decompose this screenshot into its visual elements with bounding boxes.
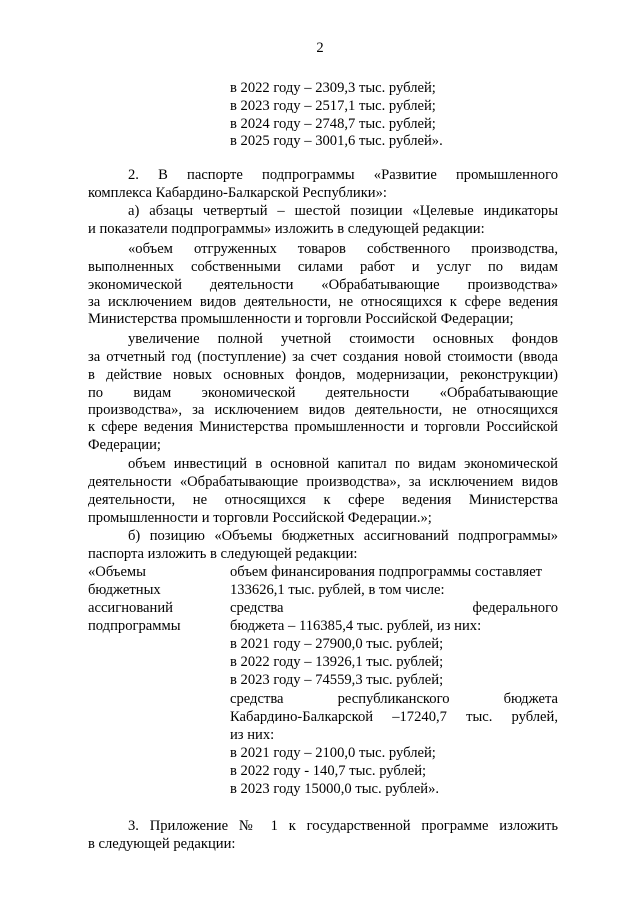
passport-left-cell-line: подпрограммы: [88, 618, 181, 634]
indicator-paragraph-line: производства», за исключением видов деятельности, не относящихся: [88, 402, 558, 418]
passport-right-cell-line: средства республиканского бюджета: [230, 691, 558, 707]
passport-right-cell-line: Кабардино-Балкарской –17240,7 тыс. рублей,: [230, 709, 558, 725]
indicator-paragraph-line: выполненных собственными силами работ и услуг по видам: [88, 259, 558, 275]
indicator-paragraph-line: промышленности и торговли Российской Федерации.»;: [88, 510, 432, 526]
indicator-paragraph-line: увеличение полной учетной стоимости основных фондов: [128, 331, 558, 347]
item-a-line: а) абзацы четвертый – шестой позиции «Целевые индикаторы: [128, 203, 558, 219]
years-list-item: в 2025 году – 3001,6 тыс. рублей».: [230, 133, 443, 149]
indicator-paragraph-line: в действие новых основных фондов, модернизации, реконструкции): [88, 367, 558, 383]
passport-right-cell-line: объем финансирования подпрограммы составляет: [230, 564, 543, 580]
indicator-paragraph-line: «объем отгруженных товаров собственного производства,: [128, 241, 558, 257]
passport-right-cell-line: в 2021 году – 27900,0 тыс. рублей;: [230, 636, 444, 652]
passport-right-cell-line: в 2023 году 15000,0 тыс. рублей».: [230, 781, 440, 797]
section2-heading-line: комплекса Кабардино-Балкарской Республики»:: [88, 185, 387, 201]
years-list-item: в 2023 году – 2517,1 тыс. рублей;: [230, 98, 436, 114]
passport-right-cell-line: в 2021 году – 2100,0 тыс. рублей;: [230, 745, 436, 761]
page-number: 2: [316, 40, 324, 56]
indicator-paragraph-line: за отчетный год (поступление) за счет создания новой стоимости (ввода: [88, 349, 558, 365]
passport-right-cell-line: в 2023 году – 74559,3 тыс. рублей;: [230, 672, 444, 688]
passport-right-cell-line: в 2022 году - 140,7 тыс. рублей;: [230, 763, 427, 779]
section3-line: в следующей редакции:: [88, 836, 236, 852]
indicator-paragraph-line: к сфере ведения Министерства промышленности и торговли Российской: [88, 419, 558, 435]
indicator-paragraph-line: за исключением видов деятельности, не относящихся к сфере ведения: [88, 294, 558, 310]
passport-left-cell-line: бюджетных: [88, 582, 161, 598]
indicator-paragraph-line: деятельности «Обрабатывающие производства», за исключением видов: [88, 474, 558, 490]
item-a-line: и показатели подпрограммы» изложить в следующей редакции:: [88, 221, 485, 237]
indicator-paragraph-line: деятельности, не относящихся к сфере ведения Министерства: [88, 492, 558, 508]
indicator-paragraph-line: Министерства промышленности и торговли Российской Федерации;: [88, 311, 514, 327]
section2-heading-line: 2. В паспорте подпрограммы «Развитие промышленного: [128, 167, 558, 183]
section3-line: 3. Приложение № 1 к государственной программе изложить: [128, 818, 558, 834]
indicator-paragraph-line: по видам экономической деятельности «Обрабатывающие: [88, 385, 558, 401]
passport-right-cell-line: бюджета – 116385,4 тыс. рублей, из них:: [230, 618, 482, 634]
passport-right-cell-line: средства федерального: [230, 600, 558, 616]
passport-left-cell-line: ассигнований: [88, 600, 173, 616]
passport-left-cell-line: «Объемы: [88, 564, 146, 580]
item-b-line: паспорта изложить в следующей редакции:: [88, 546, 358, 562]
indicator-paragraph-line: экономической деятельности «Обрабатывающие производства»: [88, 277, 558, 293]
passport-right-cell-line: в 2022 году – 13926,1 тыс. рублей;: [230, 654, 444, 670]
indicator-paragraph-line: объем инвестиций в основной капитал по видам экономической: [128, 456, 558, 472]
indicator-paragraph-line: Федерации;: [88, 437, 161, 453]
item-b-line: б) позицию «Объемы бюджетных ассигнований подпрограммы»: [128, 528, 558, 544]
years-list-item: в 2024 году – 2748,7 тыс. рублей;: [230, 116, 436, 132]
passport-right-cell-line: из них:: [230, 727, 275, 743]
years-list-item: в 2022 году – 2309,3 тыс. рублей;: [230, 80, 436, 96]
passport-right-cell-line: 133626,1 тыс. рублей, в том числе:: [230, 582, 445, 598]
